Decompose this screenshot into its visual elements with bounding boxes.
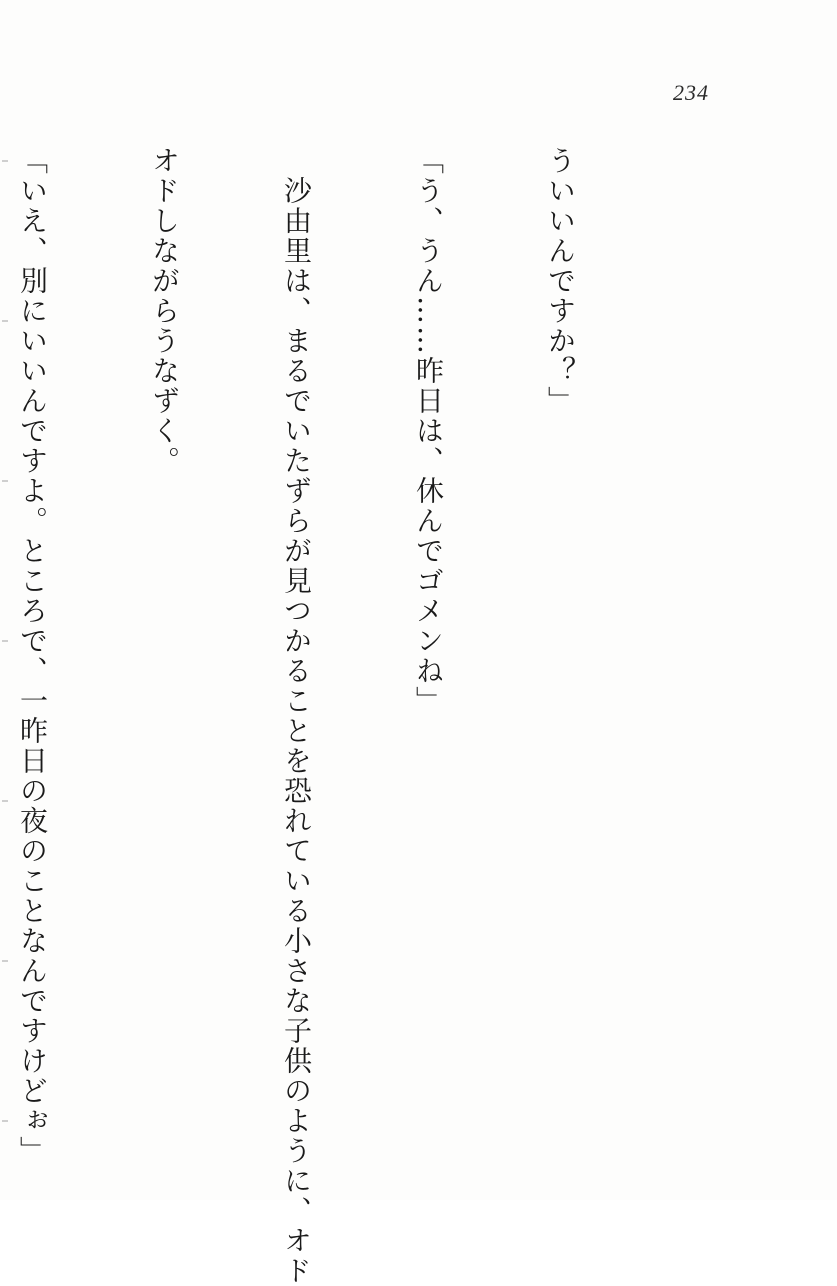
text-line: 「う、うん……昨日は、休んでゴメンね」 [412, 146, 445, 716]
scan-edge-mark [2, 640, 8, 642]
text-line: 「いえ、別にいいんですよ。ところで、一昨日の夜のことなんですけどぉ」 [16, 146, 49, 1166]
vertical-text-body [16, 146, 670, 1286]
text-line: ういいんですか？」 [544, 146, 577, 416]
scan-edge-mark [2, 1120, 8, 1122]
scan-edge-mark [2, 960, 8, 962]
page-number: 234 [673, 80, 709, 105]
text-line: 沙由里は、まるでいたずらが見つかることを恐れている小さな子供のように、オド [280, 146, 313, 1286]
text-line: オドしながらうなずく。 [148, 146, 181, 476]
scan-edge-mark [2, 480, 8, 482]
scan-edge-mark [2, 160, 8, 162]
scan-edge-mark [2, 320, 8, 322]
scan-edge-mark [2, 800, 8, 802]
